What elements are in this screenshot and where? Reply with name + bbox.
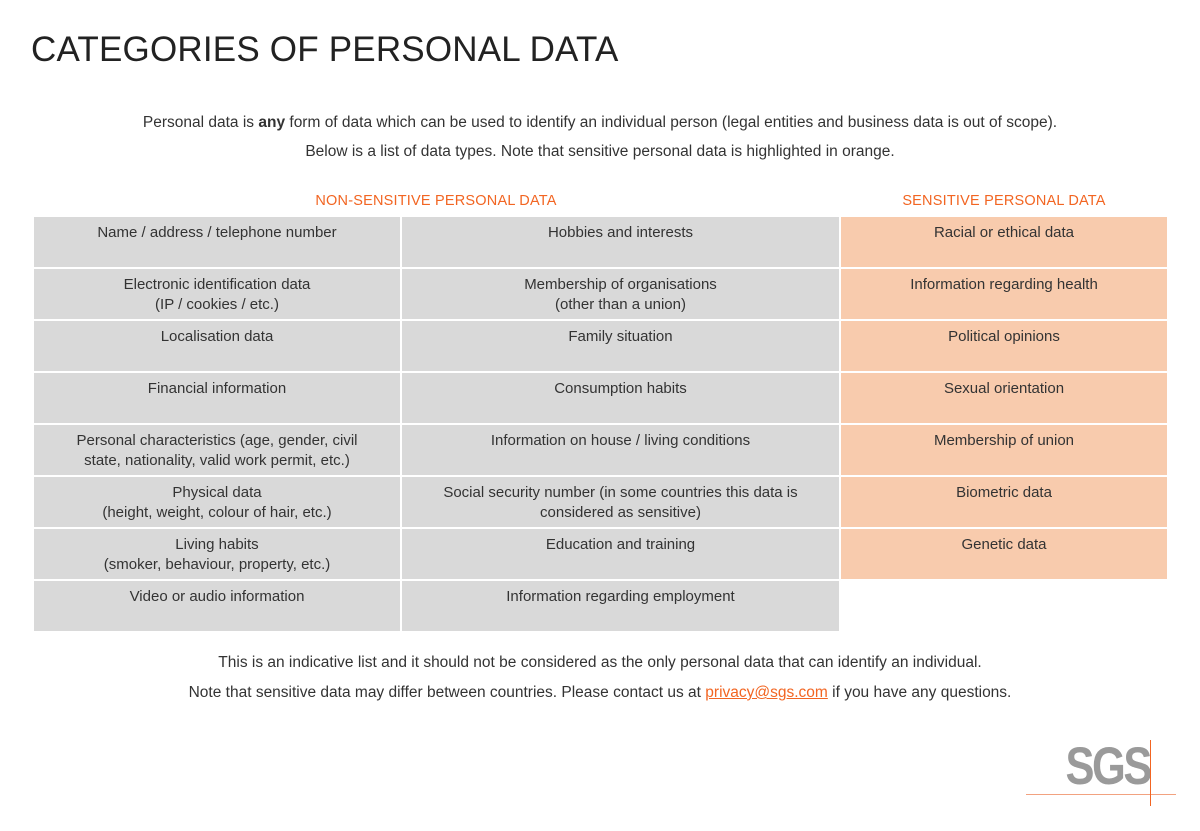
intro-definition-start: Personal data is xyxy=(142,114,259,131)
cell-text-line: Genetic data xyxy=(961,536,1047,553)
non-sensitive-data-cell xyxy=(34,477,400,527)
footer-disclaimer: This is an indicative list and it should not be considered as the only personal data that can identify an individual. xyxy=(218,654,982,671)
cell-text-line: Physical data xyxy=(172,484,262,501)
cell-text-line: Political opinions xyxy=(948,328,1060,345)
non-sensitive-data-cell xyxy=(402,217,839,267)
footer-contact xyxy=(0,684,1200,702)
non-sensitive-data-cell xyxy=(402,425,839,475)
cell-text-line: (smoker, behaviour, property, etc.) xyxy=(103,556,331,573)
sensitive-data-cell xyxy=(841,217,1167,267)
sgs-logo-text: SGS xyxy=(1065,737,1150,796)
cell-text-line: Biometric data xyxy=(956,484,1052,501)
non-sensitive-data-cell xyxy=(34,373,400,423)
intro-definition xyxy=(0,114,1200,132)
cell-text-line: (height, weight, colour of hair, etc.) xyxy=(102,504,332,521)
cell-text-line: Localisation data xyxy=(160,328,274,345)
non-sensitive-data-cell xyxy=(34,321,400,371)
sensitive-data-cell xyxy=(841,581,1167,631)
cell-text-line: Financial information xyxy=(147,380,287,397)
non-sensitive-data-cell xyxy=(402,321,839,371)
data-categories-table xyxy=(34,217,1167,631)
cell-text-line: Racial or ethical data xyxy=(933,224,1075,241)
sgs-logo xyxy=(1026,736,1176,806)
intro-definition-end: form of data which can be used to identify an individual person (legal entities and business data is out of scope). xyxy=(285,114,1058,131)
cell-text-line: Consumption habits xyxy=(554,380,687,397)
sensitive-data-cell xyxy=(841,373,1167,423)
page-title: CATEGORIES OF PERSONAL DATA xyxy=(31,30,619,69)
sensitive-data-cell xyxy=(841,425,1167,475)
sensitive-data-cell xyxy=(841,529,1167,579)
cell-text-line: Membership of union xyxy=(933,432,1075,449)
cell-text-line: (IP / cookies / etc.) xyxy=(155,296,279,313)
non-sensitive-data-cell xyxy=(34,217,400,267)
cell-text-line: Education and training xyxy=(545,536,696,553)
cell-text-line: Living habits xyxy=(175,536,259,553)
non-sensitive-data-cell xyxy=(402,581,839,631)
cell-text-line: Name / address / telephone number xyxy=(97,224,337,241)
non-sensitive-data-cell xyxy=(34,425,400,475)
non-sensitive-data-cell xyxy=(34,529,400,579)
sensitive-data-cell xyxy=(841,269,1167,319)
non-sensitive-data-cell xyxy=(34,581,400,631)
cell-text-line: Membership of organisations xyxy=(524,276,717,293)
intro-emphasis: any xyxy=(258,114,286,131)
privacy-email-link[interactable]: privacy@sgs.com xyxy=(705,684,828,701)
non-sensitive-data-cell xyxy=(402,529,839,579)
cell-text-line: (other than a union) xyxy=(555,296,686,313)
footer-contact-end: if you have any questions. xyxy=(827,684,1012,701)
cell-text-line: Information on house / living conditions xyxy=(490,432,751,449)
cell-text-line: Personal characteristics (age, gender, civil xyxy=(76,432,358,449)
non-sensitive-data-cell xyxy=(402,373,839,423)
cell-text-line: Sexual orientation xyxy=(943,380,1065,397)
cell-text-line: Video or audio information xyxy=(129,588,305,605)
cell-text-line: Social security number (in some countries this data is xyxy=(443,484,798,501)
cell-text-line: Hobbies and interests xyxy=(547,224,694,241)
cell-text-line: Electronic identification data xyxy=(123,276,311,293)
sensitive-data-cell xyxy=(841,321,1167,371)
cell-text-line: Family situation xyxy=(568,328,673,345)
footer-contact-start: Note that sensitive data may differ between countries. Please contact us at xyxy=(188,684,706,701)
non-sensitive-data-cell xyxy=(402,269,839,319)
sensitive-data-cell xyxy=(841,477,1167,527)
cell-text-line: Information regarding health xyxy=(910,276,1098,293)
intro-note: Below is a list of data types. Note that sensitive personal data is highlighted in orange. xyxy=(305,143,895,160)
cell-text-line: considered as sensitive) xyxy=(540,504,701,521)
non-sensitive-data-cell xyxy=(34,269,400,319)
non-sensitive-header: NON-SENSITIVE PERSONAL DATA xyxy=(315,193,557,209)
logo-vertical-rule xyxy=(1150,740,1151,806)
cell-text-line: state, nationality, valid work permit, etc.) xyxy=(84,452,350,469)
sensitive-header: SENSITIVE PERSONAL DATA xyxy=(902,193,1106,209)
non-sensitive-data-cell xyxy=(402,477,839,527)
cell-text-line: Information regarding employment xyxy=(506,588,735,605)
